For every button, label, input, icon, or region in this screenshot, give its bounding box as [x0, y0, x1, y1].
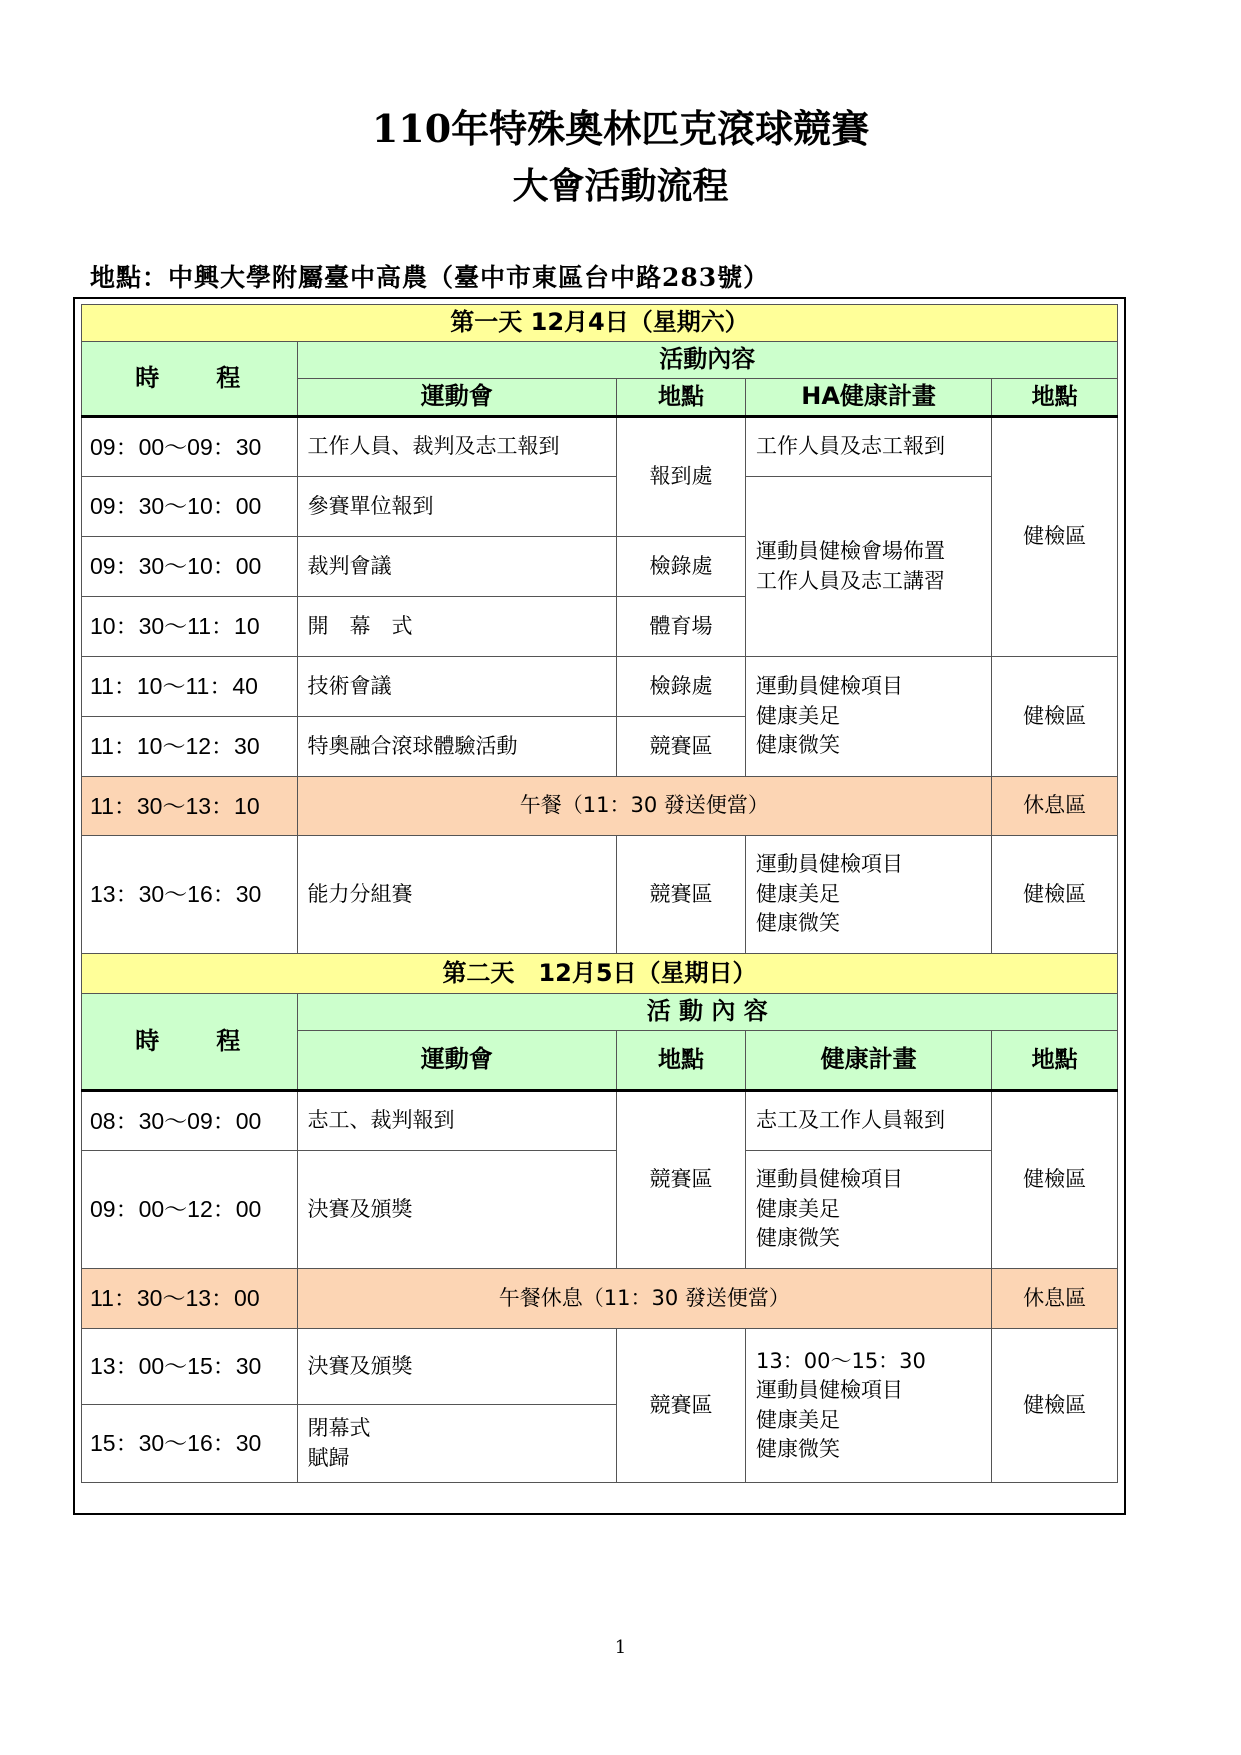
- table-row-time: 08：30～09：00: [82, 1091, 298, 1151]
- table-row-time: 09：00～09：30: [82, 417, 298, 477]
- rest-venue-cell: 休息區: [992, 1269, 1118, 1329]
- day1-activity-header: 活動內容: [297, 342, 1118, 379]
- table-row-activity: 志工、裁判報到: [297, 1091, 616, 1151]
- table-row-activity: 能力分組賽: [297, 836, 616, 954]
- health-cell: 工作人員及志工報到: [746, 417, 992, 477]
- day1-col-venue: 地點: [616, 379, 745, 417]
- table-row-time: 10：30～11：10: [82, 597, 298, 657]
- day1-col-health: HA健康計畫: [746, 379, 992, 417]
- table-row-activity: 閉幕式 賦歸: [297, 1405, 616, 1483]
- lunch-row: 午餐（11：30 發送便當）: [297, 777, 992, 836]
- venue-cell: 競賽區: [616, 1091, 745, 1269]
- table-row-activity: 開 幕 式: [297, 597, 616, 657]
- lunch-row: 午餐休息（11：30 發送便當）: [297, 1269, 992, 1329]
- health-cell: 運動員健檢項目 健康美足 健康微笑: [746, 657, 992, 777]
- health-venue-cell: 健檢區: [992, 1091, 1118, 1269]
- day1-col-health-venue: 地點: [992, 379, 1118, 417]
- table-row-time: 13：00～15：30: [82, 1329, 298, 1405]
- venue-cell: 競賽區: [616, 1329, 745, 1483]
- table-row-time: 13：30～16：30: [82, 836, 298, 954]
- table-row-time: 15：30～16：30: [82, 1405, 298, 1483]
- venue-cell: 競賽區: [616, 717, 745, 777]
- health-venue-cell: 健檢區: [992, 657, 1118, 777]
- venue-cell: 檢錄處: [616, 537, 745, 597]
- day2-time-header: 時 程: [82, 994, 298, 1091]
- day2-col-health: 健康計畫: [746, 1031, 992, 1091]
- table-row-activity: 技術會議: [297, 657, 616, 717]
- table-row-time: 11：10～12：30: [82, 717, 298, 777]
- venue-cell: 報到處: [616, 417, 745, 537]
- day1-col-sports: 運動會: [297, 379, 616, 417]
- document-subtitle: 大會活動流程: [512, 165, 729, 207]
- health-venue-cell: 健檢區: [992, 1329, 1118, 1483]
- venue-cell: 檢錄處: [616, 657, 745, 717]
- table-row-activity: 參賽單位報到: [297, 477, 616, 537]
- day1-time-header: 時 程: [82, 342, 298, 417]
- health-cell: 運動員健檢項目 健康美足 健康微笑: [746, 836, 992, 954]
- day2-col-health-venue: 地點: [992, 1031, 1118, 1091]
- table-row-time: 11：30～13：10: [82, 777, 298, 836]
- table-row-time: 09：00～12：00: [82, 1151, 298, 1269]
- day2-header: 第二天 12月5日（星期日）: [82, 954, 1118, 994]
- table-row-time: 09：30～10：00: [82, 537, 298, 597]
- table-row-activity: 特奧融合滾球體驗活動: [297, 717, 616, 777]
- table-row-activity: 決賽及頒獎: [297, 1151, 616, 1269]
- day2-activity-header: 活 動 內 容: [297, 994, 1118, 1031]
- health-cell: 運動員健檢項目 健康美足 健康微笑: [746, 1151, 992, 1269]
- rest-venue-cell: 休息區: [992, 777, 1118, 836]
- table-row-activity: 工作人員、裁判及志工報到: [297, 417, 616, 477]
- day2-col-venue: 地點: [616, 1031, 745, 1091]
- health-cell: 志工及工作人員報到: [746, 1091, 992, 1151]
- table-row-time: 11：30～13：00: [82, 1269, 298, 1329]
- health-venue-cell: 健檢區: [992, 836, 1118, 954]
- table-row-time: 11：10～11：40: [82, 657, 298, 717]
- location-line: 地點：中興大學附屬臺中高農（臺中市東區台中路283號）: [90, 263, 770, 292]
- health-cell: 運動員健檢會場佈置 工作人員及志工講習: [746, 477, 992, 657]
- page-number: 1: [614, 1637, 627, 1658]
- health-cell: 13：00～15：30 運動員健檢項目 健康美足 健康微笑: [746, 1329, 992, 1483]
- table-row-time: 09：30～10：00: [82, 477, 298, 537]
- venue-cell: 競賽區: [616, 836, 745, 954]
- venue-cell: 體育場: [616, 597, 745, 657]
- table-row-activity: 裁判會議: [297, 537, 616, 597]
- schedule-table: [81, 304, 1118, 1483]
- health-venue-cell: 健檢區: [992, 417, 1118, 657]
- day1-header: 第一天 12月4日（星期六）: [82, 305, 1118, 342]
- day2-col-sports: 運動會: [297, 1031, 616, 1091]
- document-title: 110年特殊奧林匹克滾球競賽: [371, 106, 870, 151]
- table-row-activity: 決賽及頒獎: [297, 1329, 616, 1405]
